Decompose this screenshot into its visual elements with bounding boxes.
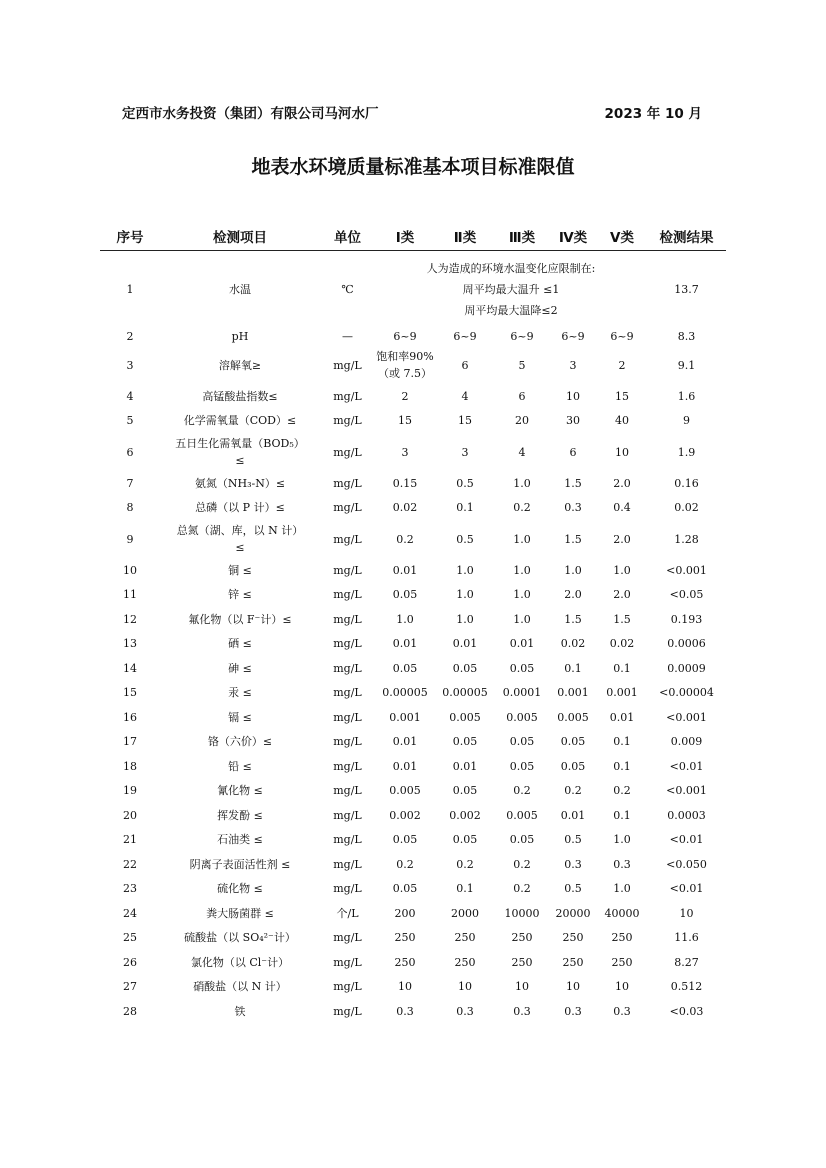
- class-3-limit: 1.0: [513, 588, 531, 602]
- item-name: 硒 ≤: [228, 637, 252, 651]
- result-value: 0.0003: [667, 808, 706, 822]
- result-value: 9: [683, 414, 690, 428]
- row-number: 17: [123, 735, 137, 749]
- class-4-limit: 0.2: [564, 784, 582, 798]
- class-2-limit: 0.05: [452, 833, 478, 847]
- table-row: [100, 877, 726, 902]
- result-value: 9.1: [677, 358, 696, 372]
- row-number: 9: [126, 532, 134, 546]
- unit: mg/L: [333, 686, 362, 700]
- table-row: [100, 496, 726, 521]
- class-1-limit: 0.3: [396, 1004, 414, 1018]
- result-value: <0.01: [669, 759, 704, 773]
- class-1-limit: 0.05: [392, 588, 418, 602]
- row-number: 25: [123, 931, 137, 945]
- class-3-limit: 6~9: [510, 330, 534, 343]
- temperature-limit-line: 人为造成的环境水温变化应限制在:: [426, 261, 596, 275]
- class-5-limit: 0.01: [609, 710, 635, 724]
- column-header: 序号: [100, 222, 160, 251]
- column-header: Ⅴ类: [597, 222, 647, 251]
- result-value: 0.512: [670, 980, 703, 994]
- row-number: 23: [123, 882, 137, 896]
- class-1-limit: 0.005: [389, 784, 421, 798]
- item-name: 水温: [229, 282, 251, 296]
- row-number: 4: [126, 389, 134, 403]
- class-4-limit: 250: [562, 931, 584, 945]
- class-3-limit: 0.01: [509, 637, 535, 651]
- class-3-limit: 0.2: [513, 501, 531, 515]
- item-name: 粪大肠菌群 ≤: [206, 906, 274, 920]
- class-3-limit: 0.2: [513, 857, 531, 871]
- class-2-limit: 3: [461, 445, 469, 459]
- unit: 个/L: [336, 906, 359, 920]
- class-5-limit: 1.5: [613, 612, 631, 626]
- class-2-limit: 0.00005: [442, 686, 488, 700]
- result-value: <0.00004: [659, 686, 714, 700]
- item-name: 化学需氧量（COD）≤: [183, 414, 297, 428]
- row-number: 11: [123, 588, 137, 602]
- row-number: 24: [123, 906, 137, 920]
- row-number: 19: [123, 784, 137, 798]
- class-5-limit: 1.0: [613, 882, 631, 896]
- class-5-limit: 0.4: [613, 501, 631, 515]
- row-number: 18: [123, 759, 137, 773]
- temperature-limit-line: 周平均最大温降≤2: [464, 303, 558, 317]
- table-row: [100, 779, 726, 804]
- class-4-limit: 1.5: [564, 612, 582, 626]
- item-name: 铜 ≤: [228, 563, 252, 577]
- item-name: 汞 ≤: [228, 686, 252, 700]
- table-row: [100, 656, 726, 681]
- class-5-limit: 0.2: [613, 784, 631, 798]
- class-4-limit: 0.05: [560, 735, 586, 749]
- class-2-limit: 6: [461, 358, 469, 372]
- class-5-limit: 1.0: [613, 563, 631, 577]
- class-1-limit: 0.05: [392, 833, 418, 847]
- unit: ℃: [341, 282, 354, 296]
- item-name: 硫化物 ≤: [217, 882, 263, 896]
- class-5-limit: 0.1: [613, 661, 631, 675]
- row-number: 28: [123, 1004, 137, 1018]
- class-4-limit: 0.3: [564, 501, 582, 515]
- class-2-limit: 4: [461, 389, 469, 403]
- standards-table: [100, 222, 726, 1024]
- class-1-limit: 10: [398, 980, 412, 994]
- row-number: 15: [123, 686, 137, 700]
- class-4-limit: 250: [562, 955, 584, 969]
- row-number: 12: [123, 612, 137, 626]
- unit: mg/L: [333, 759, 362, 773]
- row-number: 10: [123, 563, 137, 577]
- table-row: [100, 327, 726, 346]
- class-2-limit: 0.01: [452, 759, 478, 773]
- row-number: 26: [123, 955, 137, 969]
- class-5-limit: 0.3: [613, 1004, 631, 1018]
- class-3-limit: 0.05: [509, 759, 535, 773]
- row-number: 20: [123, 808, 137, 822]
- table-row: [100, 607, 726, 632]
- class-3-limit: 0.05: [509, 661, 535, 675]
- row-number: 7: [126, 476, 134, 490]
- class-2-limit: 0.005: [449, 710, 481, 724]
- class-5-limit: 0.3: [613, 857, 631, 871]
- class-3-limit: 10000: [504, 906, 540, 920]
- class-5-limit: 0.001: [606, 686, 638, 700]
- row-number: 8: [126, 501, 134, 515]
- class-2-limit: 2000: [451, 906, 479, 920]
- class-4-limit: 1.5: [564, 476, 582, 490]
- column-header: Ⅰ类: [375, 222, 435, 251]
- result-value: <0.01: [669, 882, 704, 896]
- result-value: 8.27: [674, 955, 699, 969]
- class-3-limit: 0.05: [509, 735, 535, 749]
- table-row: [100, 558, 726, 583]
- class-3-limit: 1.0: [513, 532, 531, 546]
- table-row: [100, 583, 726, 608]
- class-2-limit: 0.1: [456, 501, 474, 515]
- class-4-limit: 0.3: [564, 857, 582, 871]
- unit: mg/L: [333, 1004, 362, 1018]
- row-number: 3: [126, 358, 134, 372]
- item-name: 铅 ≤: [228, 759, 252, 773]
- table-row: [100, 999, 726, 1024]
- class-1-limit: 0.02: [392, 501, 418, 515]
- class-2-limit: 0.05: [452, 661, 478, 675]
- class-1-limit: 200: [394, 906, 416, 920]
- unit: mg/L: [333, 476, 362, 490]
- result-value: 0.02: [674, 501, 699, 515]
- result-value: 0.009: [670, 735, 703, 749]
- unit: mg/L: [333, 501, 362, 515]
- class-3-limit: 0.3: [513, 1004, 531, 1018]
- class-4-limit: 0.005: [557, 710, 589, 724]
- item-name: 总氮（湖、库，以 N 计） ≤: [176, 524, 304, 554]
- class-5-limit: 0.02: [609, 637, 635, 651]
- class-1-limit: 15: [398, 414, 412, 428]
- class-3-limit: 1.0: [513, 612, 531, 626]
- row-number: 14: [123, 661, 137, 675]
- table-row: [100, 471, 726, 496]
- table-row-temperature: [100, 251, 726, 328]
- table-row: [100, 950, 726, 975]
- class-2-limit: 0.05: [452, 735, 478, 749]
- item-name: 总磷（以 P 计）≤: [195, 501, 285, 515]
- table-row: [100, 681, 726, 706]
- class-4-limit: 0.05: [560, 759, 586, 773]
- row-number: 13: [123, 637, 137, 651]
- class-4-limit: 2.0: [564, 588, 582, 602]
- class-5-limit: 0.1: [613, 735, 631, 749]
- class-2-limit: 10: [458, 980, 472, 994]
- result-value: <0.001: [666, 563, 707, 577]
- class-3-limit: 0.0001: [502, 686, 542, 700]
- unit: mg/L: [333, 612, 362, 626]
- column-header: Ⅱ类: [435, 222, 495, 251]
- unit: mg/L: [333, 955, 362, 969]
- table-row: [100, 433, 726, 471]
- item-name: 硝酸盐（以 N 计）: [193, 980, 287, 994]
- class-3-limit: 4: [518, 445, 526, 459]
- class-2-limit: 0.05: [452, 784, 478, 798]
- class-5-limit: 2.0: [613, 476, 631, 490]
- item-name: 氰化物 ≤: [217, 784, 263, 798]
- result-value: <0.050: [666, 857, 707, 871]
- unit: mg/L: [333, 661, 362, 675]
- class-1-limit: 2: [401, 389, 409, 403]
- row-number: 2: [126, 330, 134, 343]
- column-header: Ⅲ类: [495, 222, 549, 251]
- item-name: 硫酸盐（以 SO₄²⁻计）: [184, 931, 296, 945]
- report-date: 2023 年 10 月: [604, 106, 702, 122]
- class-2-limit: 15: [458, 414, 472, 428]
- item-name: 铬（六价）≤: [207, 735, 273, 749]
- result-value: <0.001: [666, 710, 707, 724]
- class-5-limit: 15: [615, 389, 629, 403]
- class-2-limit: 0.01: [452, 637, 478, 651]
- unit: mg/L: [333, 532, 362, 546]
- class-5-limit: 2.0: [613, 588, 631, 602]
- column-header: 检测项目: [160, 222, 320, 251]
- table-row: [100, 926, 726, 951]
- result-value: 1.9: [677, 445, 696, 459]
- unit: mg/L: [333, 563, 362, 577]
- table-row: [100, 730, 726, 755]
- table-header-row: [100, 222, 726, 251]
- class-4-limit: 0.02: [560, 637, 586, 651]
- result-value: 1.28: [674, 532, 699, 546]
- class-1-limit: 0.2: [396, 532, 414, 546]
- result-value: <0.03: [669, 1004, 704, 1018]
- result-value: <0.001: [666, 784, 707, 798]
- class-2-limit: 0.2: [456, 857, 474, 871]
- class-1-limit: 0.00005: [382, 686, 428, 700]
- table-row: [100, 901, 726, 926]
- class-4-limit: 20000: [555, 906, 591, 920]
- class-4-limit: 3: [569, 358, 577, 372]
- temperature-limit-line: 周平均最大温升 ≤1: [462, 282, 560, 296]
- item-name: 五日生化需氧量（BOD₅） ≤: [175, 437, 305, 467]
- class-5-limit: 1.0: [613, 833, 631, 847]
- class-4-limit: 0.1: [564, 661, 582, 675]
- column-header: Ⅳ类: [549, 222, 597, 251]
- table-row: [100, 384, 726, 409]
- class-5-limit: 40000: [604, 906, 640, 920]
- class-3-limit: 250: [511, 931, 533, 945]
- class-2-limit: 0.5: [456, 476, 474, 490]
- unit: mg/L: [333, 389, 362, 403]
- item-name: 阴离子表面活性剂 ≤: [189, 857, 291, 871]
- class-2-limit: 250: [454, 931, 476, 945]
- unit: mg/L: [333, 358, 362, 372]
- class-2-limit: 1.0: [456, 588, 474, 602]
- class-4-limit: 6~9: [561, 330, 585, 343]
- item-name: 铁: [234, 1004, 246, 1018]
- unit: mg/L: [333, 833, 362, 847]
- class-4-limit: 10: [566, 980, 580, 994]
- class-4-limit: 10: [566, 389, 580, 403]
- class-1-limit: 0.01: [392, 735, 418, 749]
- page-title: 地表水环境质量标准基本项目标准限值: [251, 156, 575, 178]
- class-3-limit: 1.0: [513, 476, 531, 490]
- class-5-limit: 10: [615, 445, 629, 459]
- class-1-limit: 3: [401, 445, 409, 459]
- class-2-limit: 1.0: [456, 563, 474, 577]
- row-number: 6: [126, 445, 134, 459]
- class-1-limit: 0.01: [392, 637, 418, 651]
- class-2-limit: 0.3: [456, 1004, 474, 1018]
- item-name: 镉 ≤: [228, 710, 252, 724]
- item-name: 溶解氧≥: [218, 358, 262, 372]
- result-value: 1.6: [677, 389, 696, 403]
- unit: mg/L: [333, 710, 362, 724]
- item-name: 锌 ≤: [228, 588, 252, 602]
- class-4-limit: 0.3: [564, 1004, 582, 1018]
- unit: mg/L: [333, 588, 362, 602]
- class-1-limit: 0.2: [396, 857, 414, 871]
- unit: mg/L: [333, 808, 362, 822]
- item-name: 石油类 ≤: [217, 833, 263, 847]
- item-name: 氨氮（NH₃-N）≤: [194, 476, 286, 490]
- table-row: [100, 803, 726, 828]
- class-1-limit: 0.01: [392, 563, 418, 577]
- class-4-limit: 0.01: [560, 808, 586, 822]
- unit: mg/L: [333, 637, 362, 651]
- table-row: [100, 828, 726, 853]
- class-5-limit: 2.0: [613, 532, 631, 546]
- item-name: 氟化物（以 F⁻计）≤: [188, 612, 292, 626]
- class-1-limit: 0.05: [392, 661, 418, 675]
- class-2-limit: 0.1: [456, 882, 474, 896]
- result-value: 10: [679, 906, 694, 920]
- class-2-limit: 1.0: [456, 612, 474, 626]
- class-1-limit: 250: [394, 931, 416, 945]
- table-row: [100, 632, 726, 657]
- result-value: 11.6: [674, 931, 699, 945]
- unit: mg/L: [333, 445, 362, 459]
- row-number: 22: [123, 857, 137, 871]
- unit: mg/L: [333, 784, 362, 798]
- class-2-limit: 0.002: [449, 808, 481, 822]
- class-3-limit: 250: [511, 955, 533, 969]
- class-4-limit: 6: [569, 445, 577, 459]
- class-5-limit: 0.1: [613, 759, 631, 773]
- row-number: 21: [123, 833, 137, 847]
- class-4-limit: 0.5: [564, 833, 582, 847]
- result-value: <0.05: [669, 588, 704, 602]
- class-3-limit: 0.2: [513, 784, 531, 798]
- row-number: 16: [123, 710, 137, 724]
- unit: mg/L: [333, 414, 362, 428]
- class-1-limit: 0.001: [389, 710, 421, 724]
- class-5-limit: 10: [615, 980, 629, 994]
- class-2-limit: 250: [454, 955, 476, 969]
- class-3-limit: 10: [515, 980, 529, 994]
- class-1-limit: 饱和率90% （或 7.5）: [376, 350, 434, 380]
- temperature-limit-note: [375, 251, 647, 328]
- class-5-limit: 6~9: [610, 330, 634, 343]
- unit: mg/L: [333, 882, 362, 896]
- class-1-limit: 0.002: [389, 808, 421, 822]
- unit: mg/L: [333, 857, 362, 871]
- class-5-limit: 40: [615, 414, 629, 428]
- class-1-limit: 6~9: [393, 330, 417, 343]
- result-value: 0.193: [670, 612, 703, 626]
- item-name: 挥发酚 ≤: [217, 808, 263, 822]
- result-value: 0.0006: [667, 637, 706, 651]
- class-4-limit: 0.5: [564, 882, 582, 896]
- class-1-limit: 0.01: [392, 759, 418, 773]
- class-3-limit: 0.005: [506, 710, 538, 724]
- class-4-limit: 0.001: [557, 686, 589, 700]
- class-3-limit: 20: [515, 414, 529, 428]
- table-row: [100, 409, 726, 434]
- item-name: 砷 ≤: [228, 661, 252, 675]
- class-1-limit: 1.0: [396, 612, 414, 626]
- result-value: 0.16: [674, 476, 699, 490]
- class-3-limit: 0.05: [509, 833, 535, 847]
- class-4-limit: 30: [566, 414, 580, 428]
- class-3-limit: 0.2: [513, 882, 531, 896]
- result-value: <0.01: [669, 833, 704, 847]
- class-2-limit: 6~9: [453, 330, 477, 343]
- row-number: 1: [126, 282, 134, 296]
- table-row: [100, 852, 726, 877]
- class-5-limit: 250: [611, 955, 633, 969]
- item-name: 氯化物（以 Cl⁻计）: [190, 955, 290, 969]
- table-row: [100, 705, 726, 730]
- class-5-limit: 0.1: [613, 808, 631, 822]
- row-number: 5: [126, 414, 134, 428]
- table-row: [100, 975, 726, 1000]
- result-value: 13.7: [674, 282, 699, 296]
- class-5-limit: 250: [611, 931, 633, 945]
- class-1-limit: 0.05: [392, 882, 418, 896]
- table-row: [100, 754, 726, 779]
- class-4-limit: 1.5: [564, 532, 582, 546]
- class-3-limit: 0.005: [506, 808, 538, 822]
- column-header: 单位: [320, 222, 375, 251]
- class-1-limit: 250: [394, 955, 416, 969]
- class-3-limit: 6: [518, 389, 526, 403]
- column-header: 检测结果: [647, 222, 726, 251]
- table-row: [100, 346, 726, 384]
- class-2-limit: 0.5: [456, 532, 474, 546]
- unit: mg/L: [333, 980, 362, 994]
- class-3-limit: 5: [518, 358, 526, 372]
- class-4-limit: 1.0: [564, 563, 582, 577]
- class-5-limit: 2: [618, 358, 626, 372]
- unit: —: [342, 330, 353, 343]
- table-row: [100, 520, 726, 558]
- item-name: pH: [231, 330, 249, 343]
- row-number: 27: [123, 980, 137, 994]
- item-name: 高锰酸盐指数≤: [202, 389, 278, 403]
- class-1-limit: 0.15: [392, 476, 418, 490]
- unit: mg/L: [333, 735, 362, 749]
- unit: mg/L: [333, 931, 362, 945]
- result-value: 8.3: [677, 330, 696, 343]
- result-value: 0.0009: [667, 661, 706, 675]
- class-3-limit: 1.0: [513, 563, 531, 577]
- organization-name: 定西市水务投资（集团）有限公司马河水厂: [122, 106, 379, 122]
